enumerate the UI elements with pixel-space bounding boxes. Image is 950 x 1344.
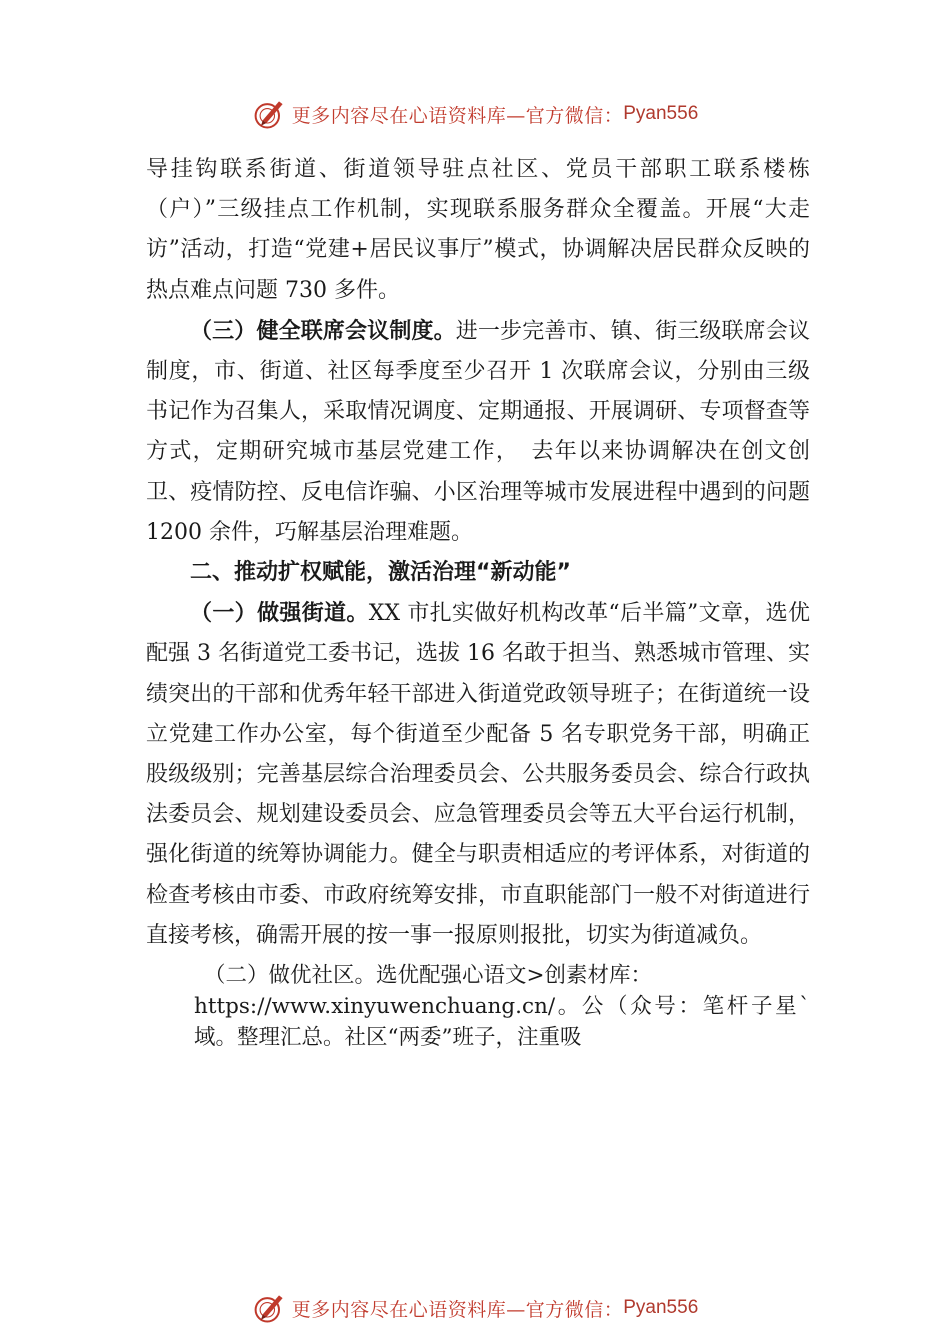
paragraph-2 (146, 311, 810, 553)
paragraph-4-line-2: https://www.xinyuwenchuang.cn/。公（众号：笔杆子星`域。整理汇总。社区“两委”班子，注重吸 (194, 994, 810, 1051)
paragraph-3-body: XX 市扎实做好机构改革“后半篇”文章，选优配强 3 名街道党工委书记，选拔 16 名敢于担当、熟悉城市管理、实绩突出的干部和优秀年轻干部进入街道党政领导班子；在街道统一设立党建工作办公室，每个街道至少配备 5 名专职党务干部，明确正股级级别；完善基层综合治理委员会、公共服务委员会、综合行政执法委员会、规划建设委员会、应急管理委员会等五大平台运行机制，强化街道的统筹协调能力。健全与职责相适应的考评体系，对街道的检查考核由市委、市政府统筹安排，市直职能部门一般不对街道进行直接考核，确需开展的按一事一报原则报批，切实为街道减负。 (146, 601, 810, 948)
paragraph-2-lead: （三）健全联席会议制度。 (190, 317, 456, 344)
footer-banner-text: 更多内容尽在心语资料库—官方微信： (291, 1298, 624, 1321)
document-body (146, 150, 810, 1053)
pen-logo-icon (252, 96, 288, 132)
paragraph-3-lead: （一）做强街道。 (190, 600, 369, 627)
paragraph-4-line-1: （二）做优社区。选优配强心语文>创素材库： (204, 963, 653, 989)
header-banner-text: 更多内容尽在心语资料库—官方微信： (291, 104, 624, 127)
pen-logo-icon (252, 1290, 288, 1326)
paragraph-1: 导挂钩联系街道、街道领导驻点社区、党员干部职工联系楼栋（户）”三级挂点工作机制，实现联系服务群众全覆盖。开展“大走访”活动，打造“党建+居民议事厅”模式，协调解决居民群众反映的热点难点问题 730 多件。 (146, 157, 810, 303)
section-heading-2: 二、推动扩权赋能，激活治理“新动能” (190, 560, 571, 586)
paragraph-3 (146, 593, 810, 956)
header-wechat-id: Pyan556 (623, 103, 699, 124)
footer-watermark-banner (0, 1286, 950, 1330)
paragraph-2-body: 进一步完善市、镇、街三级联席会议制度，市、街道、社区每季度至少召开 1 次联席会议，分别由三级书记作为召集人，采取情况调度、定期通报、开展调研、专项督查等方式，定期研究城市基层党建工作， 去年以来协调解决在创文创卫、疫情防控、反电信诈骗、小区治理等城市发展进程中遇到的问题 1200 余件，巧解基层治理难题。 (146, 318, 810, 545)
header-watermark-banner (0, 92, 950, 136)
footer-wechat-id: Pyan556 (623, 1297, 699, 1318)
